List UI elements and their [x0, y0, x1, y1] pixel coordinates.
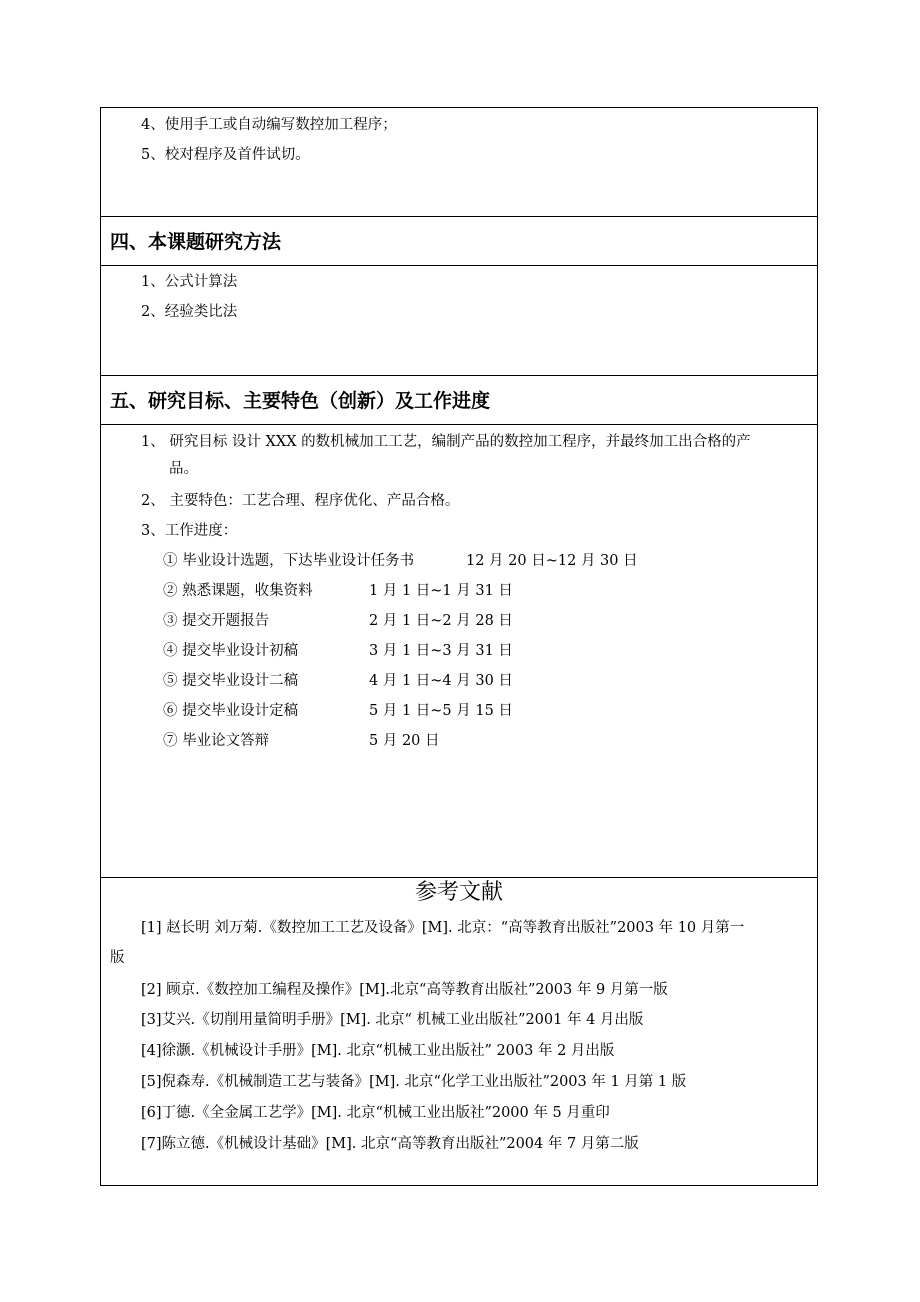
schedule-task: ⑦ 毕业论文答辩	[163, 733, 270, 749]
schedule-date: 5 月 1 日~5 月 15 日	[369, 703, 513, 719]
schedule-date: 5 月 20 日	[369, 733, 440, 749]
schedule-task: ③ 提交开题报告	[163, 613, 270, 629]
method-item-2: 2、经验类比法	[141, 304, 238, 320]
divider	[101, 424, 817, 425]
section4-heading: 四、本课题研究方法	[110, 231, 282, 253]
schedule-task: ② 熟悉课题，收集资料	[163, 583, 313, 599]
reference-item: [2] 顾京.《数控加工编程及操作》[M].北京“高等教育出版社”2003 年 9 月第一版	[141, 982, 668, 998]
schedule-date: 4 月 1 日~4 月 30 日	[369, 673, 513, 689]
schedule-date: 2 月 1 日~2 月 28 日	[369, 613, 513, 629]
main-feature: 2、 主要特色：工艺合理、程序优化、产品合格。	[141, 493, 460, 509]
divider	[101, 265, 817, 266]
divider	[101, 877, 817, 878]
section3-item-4: 4、使用手工或自动编写数控加工程序；	[141, 117, 397, 133]
section3-item-5: 5、校对程序及首件试切。	[141, 147, 310, 163]
schedule-task: ⑤ 提交毕业设计二稿	[163, 673, 299, 689]
reference-item: [1] 赵长明 刘万菊.《数控加工工艺及设备》[M]. 北京：“高等教育出版社”2003 年 10 月第一	[141, 920, 745, 936]
schedule-date: 3 月 1 日~3 月 31 日	[369, 643, 513, 659]
method-item-1: 1、公式计算法	[141, 274, 238, 290]
divider	[101, 375, 817, 376]
reference-item: [3]艾兴.《切削用量简明手册》[M]. 北京“ 机械工业出版社”2001 年 4 月出版	[141, 1012, 644, 1028]
reference-item: [4]徐灏.《机械设计手册》[M]. 北京“机械工业出版社” 2003 年 2 月出版	[141, 1043, 615, 1059]
reference-item: [7]陈立德.《机械设计基础》[M]. 北京“高等教育出版社”2004 年 7 月第二版	[141, 1136, 639, 1152]
report-table	[100, 107, 818, 1186]
reference-item: [5]倪森寿.《机械制造工艺与装备》[M]. 北京“化学工业出版社”2003 年 1 月第 1 版	[141, 1074, 687, 1090]
progress-label: 3、工作进度：	[141, 523, 238, 539]
research-goal-line-1: 1、 研究目标 设计 XXX 的数机械加工工艺，编制产品的数控加工程序，并最终加工出合格的产	[141, 434, 751, 450]
divider	[101, 216, 817, 217]
schedule-task: ④ 提交毕业设计初稿	[163, 643, 299, 659]
schedule-task: ⑥ 提交毕业设计定稿	[163, 703, 299, 719]
section5-heading: 五、研究目标、主要特色（创新）及工作进度	[110, 390, 491, 412]
reference-item-continuation: 版	[110, 950, 125, 966]
reference-item: [6]丁德.《全金属工艺学》[M]. 北京“机械工业出版社”2000 年 5 月重印	[141, 1105, 610, 1121]
schedule-date: 1 月 1 日~1 月 31 日	[369, 583, 513, 599]
schedule-task: ① 毕业设计选题，下达毕业设计任务书	[163, 553, 415, 569]
research-goal-line-2: 品。	[169, 461, 198, 477]
schedule-date: 12 月 20 日~12 月 30 日	[466, 553, 638, 569]
references-title: 参考文献	[414, 880, 503, 905]
